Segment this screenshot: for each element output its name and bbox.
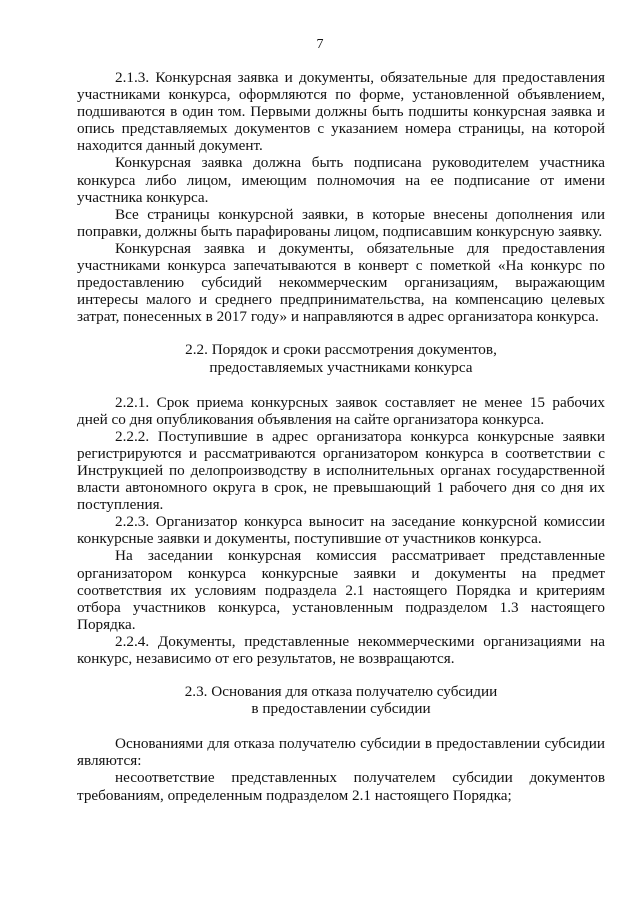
paragraph: 2.2.2. Поступившие в адрес организатора конкурса конкурсные заявки регистрируются и рассматриваются организатором конкурса в соответствии с Инструкцией по делопроизводству в исполнительных органах государственной власти автономного округа в срок, не превышающий 1 рабочего дня со дня их поступления. [77,427,605,514]
document-body [77,69,605,804]
paragraph: Конкурсная заявка должна быть подписана руководителем участника конкурса либо лицом, имеющим полномочия на ее подписание от имени участника конкурса. [77,154,605,206]
paragraph: 2.2.1. Срок приема конкурсных заявок составляет не менее 15 рабочих дней со дня опубликования объявления на сайте организатора конкурса. [77,393,605,428]
paragraph: 2.1.3. Конкурсная заявка и документы, обязательные для предоставления участниками конкурса, оформляются по форме, установленной объявлением, подшиваются в один том. Первыми должны быть подшиты конкурсная заявка и опись представляемых документов с указанием номера страницы, на которой находится данный документ. [77,69,605,155]
section-heading-2-3 [77,683,605,717]
section-heading-2-2 [77,341,605,375]
heading-line: 2.3. Основания для отказа получателю субсидии [184,683,498,701]
paragraph: 2.2.4. Документы, представленные некоммерческими организациями на конкурс, независимо от его результатов, не возвращаются. [77,632,605,667]
paragraph: несоответствие представленных получателем субсидии документов требованиям, определенным подразделом 2.1 настоящего Порядка; [77,769,605,804]
page-number: 7 [316,37,324,52]
heading-line: 2.2. Порядок и сроки рассмотрения документов, [185,341,497,359]
paragraph: Конкурсная заявка и документы, обязательные для предоставления участниками конкурса запечатываются в конверт с пометкой «На конкурс по предоставлению субсидий некоммерческим организациям, выражающим интересы малого и среднего предпринимательства, на компенсацию целевых затрат, понесенных в 2017 году» и направляются в адрес организатора конкурса. [77,239,605,326]
paragraph: На заседании конкурсная комиссия рассматривает представленные организатором конкурса конкурсные заявки и документы на предмет соответствия их условиям подраздела 2.1 настоящего Порядка и критериям отбора участников конкурса, установленным подразделом 1.3 настоящего Порядка. [77,547,605,633]
paragraph: Основаниями для отказа получателю субсидии в предоставлении субсидии являются: [77,735,605,770]
paragraph: Все страницы конкурсной заявки, в которые внесены дополнения или поправки, должны быть парафированы лицом, подписавшим конкурсную заявку. [77,205,605,240]
heading-line: предоставляемых участниками конкурса [209,358,473,376]
paragraph: 2.2.3. Организатор конкурса выносит на заседание конкурсной комиссии конкурсные заявки и документы, поступившие от участников конкурса. [77,513,605,548]
heading-line: в предоставлении субсидии [251,700,431,718]
